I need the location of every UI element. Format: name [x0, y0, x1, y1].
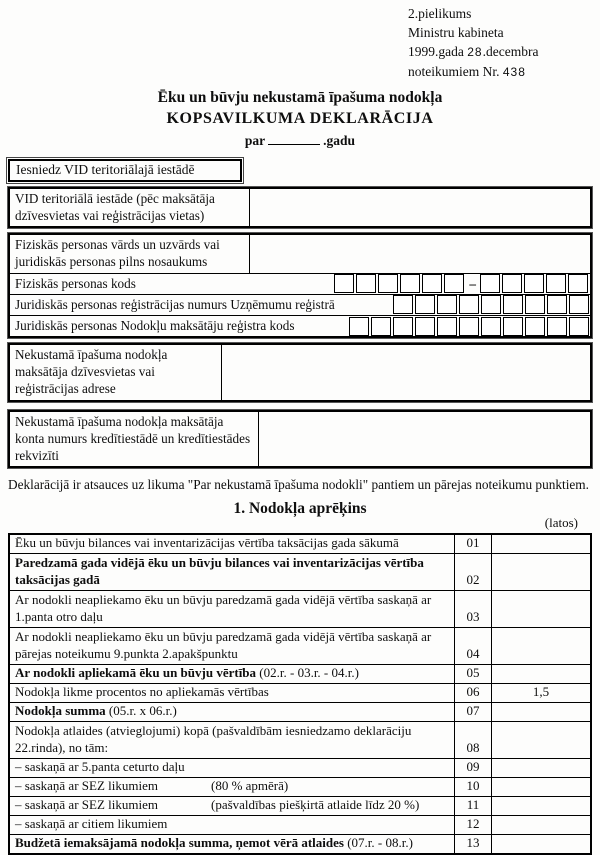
code-digit-box[interactable] — [422, 274, 442, 293]
code-digit-box[interactable] — [524, 274, 544, 293]
table-row — [9, 834, 591, 854]
decree-number-value: 438 — [502, 65, 526, 79]
code-digit-box[interactable] — [502, 274, 522, 293]
code-digit-box[interactable] — [547, 295, 567, 314]
table-row — [9, 553, 591, 590]
code-digit-box[interactable] — [547, 317, 567, 336]
table-row — [9, 683, 591, 702]
code-digit-box[interactable] — [568, 274, 588, 293]
address-input[interactable] — [222, 345, 590, 399]
code-digit-box[interactable] — [525, 295, 545, 314]
row-code: 07 — [455, 702, 492, 721]
row-value-input[interactable] — [492, 796, 592, 815]
code-digit-box[interactable] — [459, 317, 479, 336]
row-code: 01 — [455, 534, 492, 554]
row-code: 05 — [455, 664, 492, 683]
code-digit-box[interactable] — [415, 295, 435, 314]
code-digit-box[interactable] — [546, 274, 566, 293]
section1-heading: 1. Nodokļa aprēķins (latos) — [233, 499, 578, 530]
code-digit-box[interactable] — [334, 274, 354, 293]
code-digit-box[interactable] — [371, 317, 391, 336]
code-digit-box[interactable] — [378, 274, 398, 293]
row-value-input[interactable] — [492, 721, 592, 758]
code-digit-box[interactable] — [393, 317, 413, 336]
bank-account-input[interactable] — [259, 412, 590, 466]
row-code: 03 — [455, 590, 492, 627]
taxpayer-register-cells — [347, 316, 590, 336]
code-digit-box[interactable] — [569, 295, 589, 314]
row-code: 12 — [455, 815, 492, 834]
row-label: – saskaņā ar SEZ likumiem (80 % apmērā) — [9, 777, 455, 796]
row-code: 08 — [455, 721, 492, 758]
code-digit-box[interactable] — [349, 317, 369, 336]
row-label: Nodokļa atlaides (atvieglojumi) kopā (pašvaldībām iesniedzamo deklarāciju 22.rinda), no tām: — [9, 721, 455, 758]
address-block — [8, 343, 592, 401]
row-label: – saskaņā ar citiem likumiem — [9, 815, 455, 834]
vid-office-label: VID teritoriālā iestāde (pēc maksātāja dzīvesvietas vai reģistrācijas vietas) — [10, 189, 250, 226]
table-row — [9, 534, 591, 554]
code-digit-box[interactable] — [459, 295, 479, 314]
table-row — [9, 758, 591, 777]
bank-account-label: Nekustamā īpašuma nodokļa maksātāja konta numurs kredītiestādē un kredītiestādes rekvizīti — [10, 412, 259, 466]
declaration-form-page — [8, 0, 592, 855]
annex-line: noteikumiem Nr. 438 — [408, 64, 526, 79]
code-digit-box[interactable] — [480, 274, 500, 293]
code-digit-box[interactable] — [503, 317, 523, 336]
row-value-input[interactable] — [492, 664, 592, 683]
annex-reference — [408, 4, 592, 82]
person-code-cells-left — [332, 274, 465, 293]
row-value-input[interactable] — [492, 758, 592, 777]
row-label: – saskaņā ar 5.panta ceturto daļu — [9, 758, 455, 777]
code-digit-box[interactable] — [400, 274, 420, 293]
person-code-cells — [332, 274, 590, 294]
code-digit-box[interactable] — [437, 317, 457, 336]
table-row — [9, 796, 591, 815]
person-name-input[interactable] — [250, 235, 590, 272]
annex-line: 2.pielikums — [408, 6, 472, 21]
form-title-line2: KOPSAVILKUMA DEKLARĀCIJA — [166, 110, 434, 127]
row-label: – saskaņā ar SEZ likumiem (pašvaldības piešķirtā atlaide līdz 20 %) — [9, 796, 455, 815]
row-code: 04 — [455, 627, 492, 664]
row-label: Ar nodokli neapliekamo ēku un būvju paredzamā gada vidējā vērtība saskaņā ar 1.panta otro daļu — [9, 590, 455, 627]
code-digit-box[interactable] — [481, 295, 501, 314]
code-digit-box[interactable] — [393, 295, 413, 314]
vid-office-input[interactable] — [250, 189, 590, 226]
row-value-input[interactable] — [492, 777, 592, 796]
submit-to-vid-box: Iesniedz VID teritoriālajā iestādē — [8, 159, 242, 182]
person-code-dash: – — [469, 275, 476, 291]
year-line: par .gadu — [244, 133, 356, 148]
table-row — [9, 777, 591, 796]
law-reference-note: Deklarācijā ir atsauces uz likuma "Par nekustamā īpašuma nodokli" pantiem un pārejas noteikumu punktiem. — [8, 477, 589, 493]
year-blank-field[interactable] — [268, 133, 320, 145]
row-label: Budžetā iemaksājamā nodokļa summa, ņemot vērā atlaides (07.r. - 08.r.) — [9, 834, 455, 854]
row-value-input[interactable] — [492, 834, 592, 854]
code-digit-box[interactable] — [444, 274, 464, 293]
taxpayer-identity-block — [8, 233, 592, 338]
table-row — [9, 627, 591, 664]
row-code: 13 — [455, 834, 492, 854]
row-code: 10 — [455, 777, 492, 796]
vid-office-block — [8, 187, 592, 228]
row-label: Ēku un būvju bilances vai inventarizācijas vērtība taksācijas gada sākumā — [9, 534, 455, 554]
row-value-input[interactable] — [492, 627, 592, 664]
person-code-cells-right — [478, 274, 589, 293]
row-value-input[interactable] — [492, 815, 592, 834]
tax-calculation-table — [8, 533, 592, 855]
table-row — [9, 590, 591, 627]
table-row — [9, 815, 591, 834]
row-value-input[interactable]: 1,5 — [492, 683, 592, 702]
annex-line: 1999.gada 28.decembra — [408, 44, 539, 59]
form-title-line1: Ēku un būvju nekustamā īpašuma nodokļa — [157, 89, 443, 106]
code-digit-box[interactable] — [569, 317, 589, 336]
company-register-label: Juridiskās personas reģistrācijas numurs Uzņēmumu reģistrā — [15, 296, 335, 312]
row-value-input[interactable] — [492, 590, 592, 627]
row-label: Paredzamā gada vidējā ēku un būvju bilances vai inventarizācijas vērtība taksācijas gadā — [9, 553, 455, 590]
row-code: 06 — [455, 683, 492, 702]
row-label: Ar nodokli neapliekamo ēku un būvju paredzamā gada vidējā vērtība saskaņā ar pārejas noteikumu 9.punkta 2.apakšpunktu — [9, 627, 455, 664]
table-row — [9, 702, 591, 721]
table-row — [9, 721, 591, 758]
row-value-input[interactable] — [492, 534, 592, 554]
code-digit-box[interactable] — [503, 295, 523, 314]
annex-line: Ministru kabineta — [408, 25, 504, 40]
taxpayer-register-label: Juridiskās personas Nodokļu maksātāju reģistra kods — [15, 317, 295, 333]
row-code: 09 — [455, 758, 492, 777]
code-digit-box[interactable] — [437, 295, 457, 314]
code-digit-box[interactable] — [481, 317, 501, 336]
row-label: Nodokļa likme procentos no apliekamās vērtības — [9, 683, 455, 702]
row-label: Nodokļa summa (05.r. x 06.r.) — [9, 702, 455, 721]
address-label: Nekustamā īpašuma nodokļa maksātāja dzīvesvietas vai reģistrācijas adrese — [10, 345, 222, 399]
row-code: 11 — [455, 796, 492, 815]
code-digit-box[interactable] — [525, 317, 545, 336]
currency-unit-label: (latos) — [544, 514, 578, 530]
row-value-input[interactable] — [492, 553, 592, 590]
code-digit-box[interactable] — [356, 274, 376, 293]
table-row — [9, 664, 591, 683]
bank-account-block — [8, 410, 592, 468]
row-code: 02 — [455, 553, 492, 590]
decree-day-value: 28 — [467, 45, 483, 59]
person-code-label: Fiziskās personas kods — [15, 275, 136, 291]
company-register-cells — [391, 295, 590, 315]
code-digit-box[interactable] — [415, 317, 435, 336]
row-label: Ar nodokli apliekamā ēku un būvju vērtība (02.r. - 03.r. - 04.r.) — [9, 664, 455, 683]
person-name-label: Fiziskās personas vārds un uzvārds vai juridiskās personas pilns nosaukums — [10, 235, 250, 272]
row-value-input[interactable] — [492, 702, 592, 721]
